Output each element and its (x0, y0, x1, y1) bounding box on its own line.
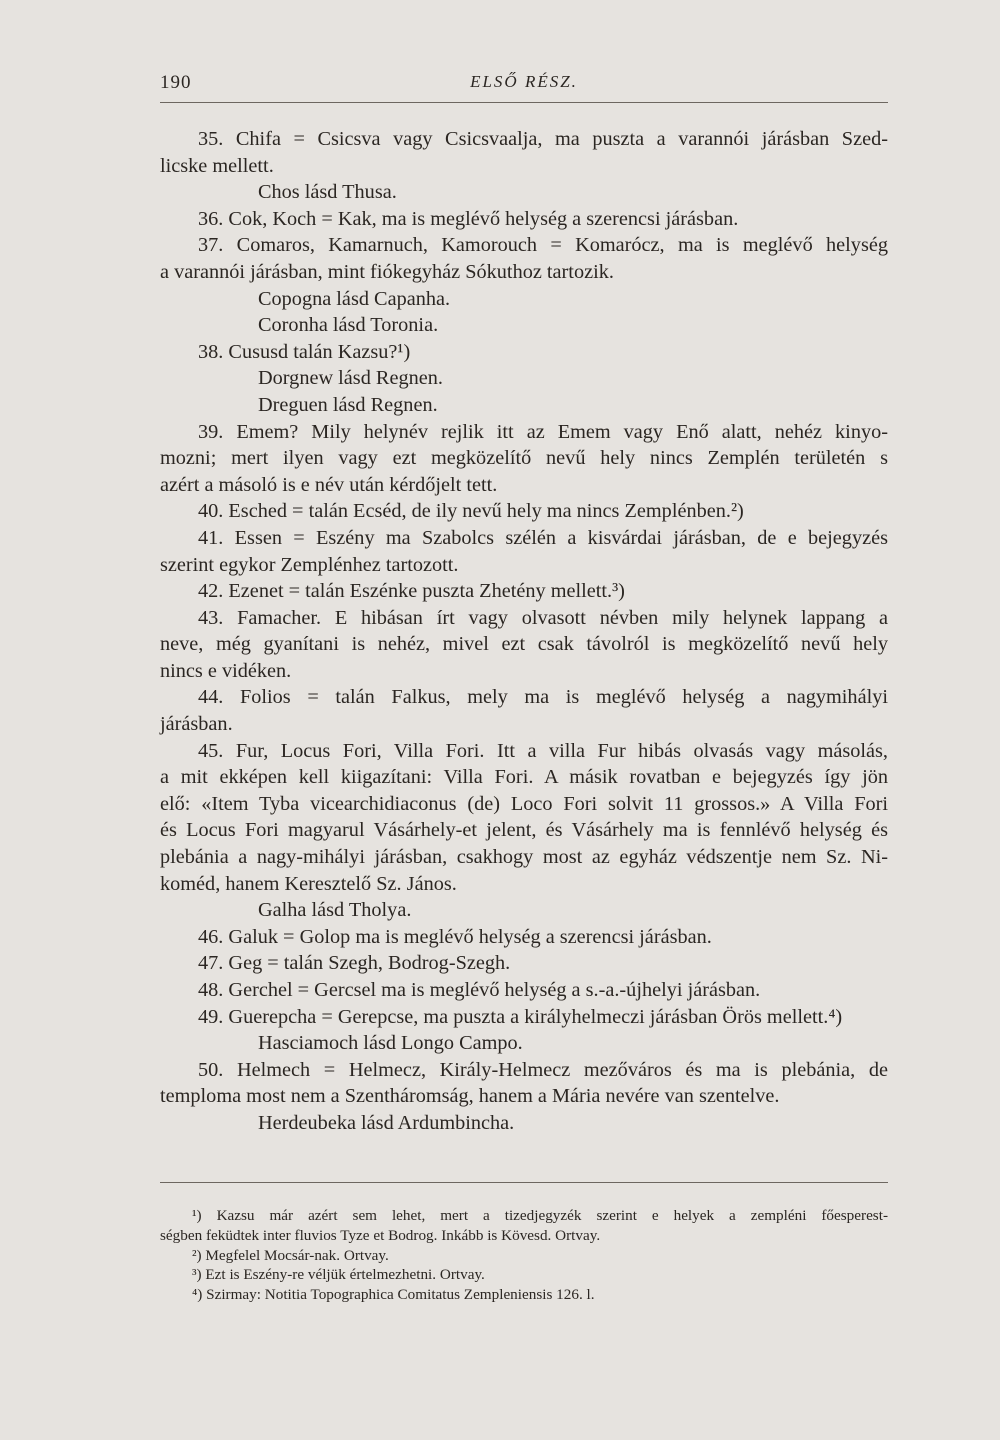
entry-paragraph (160, 206, 888, 233)
running-title: ELSŐ RÉSZ. (470, 72, 578, 91)
entry-line: temploma most nem a Szentháromság, hanem a Mária nevére van szentelve. (160, 1085, 780, 1108)
entry-line: 46. Galuk = Golop ma is meglévő helység a szerencsi járásban. (198, 925, 712, 948)
cross-reference: Dorgnew lásd Regnen. (258, 367, 443, 390)
entry-paragraph (160, 232, 888, 285)
entry-line: azért a másoló is e név után kérdőjelt tett. (160, 473, 498, 496)
entry-line: 37. Comaros, Kamarnuch, Kamorouch = Komarócz, ma is meglévő helység (198, 234, 888, 257)
footnote-line: ségben feküdtek inter fluvios Tyze et Bodrog. Inkább is Kövesd. Ortvay. (160, 1226, 601, 1244)
entry-line: licske mellett. (160, 154, 274, 177)
entry-paragraph (160, 924, 888, 951)
cross-reference: Herdeubeka lásd Ardumbincha. (258, 1111, 515, 1134)
footnote (160, 1246, 888, 1266)
cross-reference: Chos lásd Thusa. (258, 181, 397, 204)
entry-paragraph (160, 578, 888, 605)
footnote-line: ²) Megfelel Mocsár-nak. Ortvay. (192, 1246, 389, 1264)
entry-line: 48. Gerchel = Gercsel ma is meglévő helység a s.-a.-újhelyi járásban. (198, 979, 761, 1001)
footnote (160, 1285, 888, 1305)
entry-line: 50. Helmech = Helmecz, Király-Helmecz mezőváros és ma is plebánia, de (198, 1058, 888, 1081)
entry-line: koméd, hanem Keresztelő Sz. János. (160, 872, 457, 895)
entry-line: 38. Cususd talán Kazsu?¹) (198, 340, 411, 363)
main-text (160, 126, 888, 1137)
entry-line: 44. Folios = talán Falkus, mely ma is meglévő helység a nagymihályi (198, 686, 888, 709)
footnote (160, 1265, 888, 1285)
cross-reference: Dreguen lásd Regnen. (258, 393, 438, 416)
entry-line: 35. Chifa = Csicsva vagy Csicsvaalja, ma puszta a varannói járásban Szed- (198, 128, 888, 150)
cross-reference: Copogna lásd Capanha. (258, 287, 451, 310)
cross-reference: Hasciamoch lásd Longo Campo. (258, 1032, 523, 1055)
entry-paragraph (160, 605, 888, 685)
footnotes (160, 1206, 888, 1305)
footnote-line: ³) Ezt is Eszény-re véljük értelmezhetni. Ortvay. (192, 1266, 485, 1284)
running-header (160, 72, 888, 102)
cross-reference: Galha lásd Tholya. (258, 899, 412, 922)
entry-paragraph (160, 126, 888, 179)
entry-line: 47. Geg = talán Szegh, Bodrog-Szegh. (198, 952, 511, 975)
footnote (160, 1206, 888, 1246)
entry-paragraph (160, 684, 888, 737)
entry-paragraph (160, 339, 888, 366)
entry-paragraph (160, 498, 888, 525)
entry-line: neve, még gyanítani is nehéz, mivel ezt csak távolról is megközelítő nevű hely (160, 633, 888, 656)
cross-reference: Coronha lásd Toronia. (258, 314, 439, 337)
entry-paragraph (160, 525, 888, 578)
entry-paragraph (160, 1004, 888, 1031)
footnote-rule (160, 1182, 888, 1183)
entry-line: 45. Fur, Locus Fori, Villa Fori. Itt a villa Fur hibás olvasás vagy másolás, (198, 739, 888, 762)
entry-line: 36. Cok, Koch = Kak, ma is meglévő helység a szerencsi járásban. (198, 207, 739, 230)
entry-line: a varannói járásban, mint fiókegyház Sókuthoz tartozik. (160, 260, 614, 283)
entry-line: és Locus Fori magyarul Vásárhely-et jelent, és Vásárhely ma is fennlévő helység és (160, 819, 888, 842)
entry-paragraph (160, 738, 888, 898)
entry-paragraph (160, 419, 888, 499)
footnote-line: ⁴) Szirmay: Notitia Topographica Comitatus Zempleniensis 126. l. (192, 1286, 595, 1304)
entry-line: szerint egykor Zemplénhez tartozott. (160, 553, 459, 576)
page-number: 190 (160, 72, 192, 93)
entry-line: 41. Essen = Eszény ma Szabolcs szélén a kisvárdai járásban, de e bejegyzés (198, 526, 888, 549)
entry-line: járásban. (160, 713, 233, 736)
entry-line: a mit ekképen kell kiigazítani: Villa Fori. A másik rovatban e bejegyzés így jön (160, 766, 888, 789)
entry-line: elő: «Item Tyba vicearchidiaconus (de) Loco Fori solvit 11 grossos.» A Villa Fori (160, 792, 888, 815)
entry-line: 43. Famacher. E hibásan írt vagy olvasott névben mily helynek lappang a (198, 606, 888, 629)
entry-paragraph (160, 1057, 888, 1110)
entry-paragraph (160, 950, 888, 977)
entry-line: plebánia a nagy-mihályi járásban, csakhogy most az egyház védszentje nem Sz. Ni- (160, 846, 888, 869)
header-rule (160, 102, 888, 103)
footnote-line: ¹) Kazsu már azért sem lehet, mert a tizedjegyzék szerint e helyek a zempléni főesperest- (192, 1207, 888, 1224)
entry-line: mozni; mert ilyen vagy ezt megközelítő nevű hely nincs Zemplén területén s (160, 447, 888, 470)
entry-paragraph (160, 977, 888, 1004)
entry-line: 39. Emem? Mily helynév rejlik itt az Emem vagy Enő alatt, nehéz kinyo- (198, 420, 888, 443)
entry-line: 42. Ezenet = talán Eszénke puszta Zhetény mellett.³) (198, 580, 625, 603)
entry-line: 40. Esched = talán Ecséd, de ily nevű hely ma nincs Zemplénben.²) (198, 500, 744, 523)
entry-line: 49. Guerepcha = Gerepcse, ma puszta a királyhelmeczi járásban Örös mellett.⁴) (198, 1005, 843, 1028)
entry-line: nincs e vidéken. (160, 659, 292, 682)
